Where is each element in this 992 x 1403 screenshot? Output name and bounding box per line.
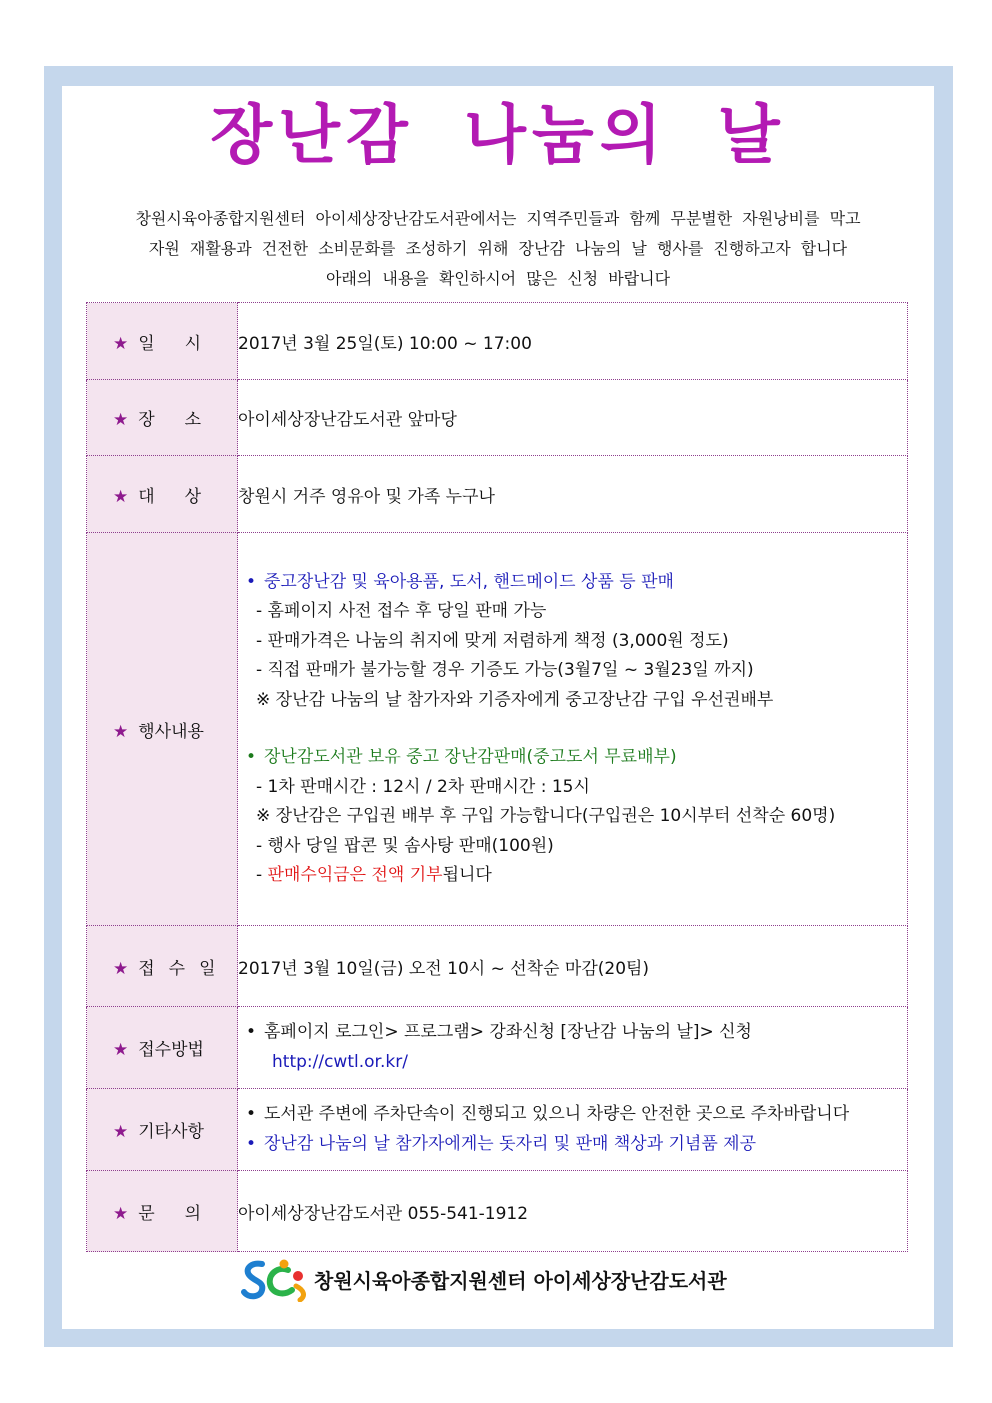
event-section-1-title: • 중고장난감 및 육아용품, 도서, 핸드메이드 상품 등 판매 [246,568,907,598]
row-header [87,1007,238,1089]
bullet-icon: • [246,571,257,592]
star-icon: ★ [113,721,129,742]
footer-org-name: 창원시육아종합지원센터 아이세상장난감도서관 [314,1268,727,1293]
star-icon: ★ [113,958,129,979]
row-value [238,533,908,926]
row-label: 접수방법 [138,1040,204,1060]
star-icon: ★ [113,486,129,507]
event-detail-line: - 직접 판매가 불가능할 경우 기증도 가능(3월7일 ~ 3월23일 까지) [256,660,754,680]
event-detail-line: - 1차 판매시간 : 12시 / 2차 판매시간 : 15시 [256,776,590,797]
row-value: 창원시 거주 영유아 및 가족 누구나 [238,456,908,533]
intro-line: 아래의 내용을 확인하시어 많은 신청 바랍니다 [325,269,671,288]
row-value: 2017년 3월 25일(토) 10:00 ~ 17:00 [238,303,908,380]
event-note-line: ※ 장난감 나눔의 날 참가자와 기증자에게 중고장난감 구입 우선권배부 [256,689,774,710]
star-icon: ★ [113,333,129,354]
star-icon: ★ [113,1203,129,1224]
row-etc [87,1089,908,1171]
star-icon: ★ [113,1122,129,1142]
row-label: 행사내용 [138,721,204,742]
parking-notice: • 도서관 주변에 주차단속이 진행되고 있으니 차량은 안전한 곳으로 주차바랍니다 [246,1100,907,1130]
row-target [87,456,908,533]
row-header [87,303,238,380]
event-detail-line: - 홈페이지 사전 접수 후 당일 판매 가능 [256,601,547,621]
row-value: 아이세상장난감도서관 055-541-1912 [238,1171,908,1252]
row-label: 기타사항 [138,1122,204,1142]
bullet-icon: • [246,1133,257,1154]
row-reception-date [87,926,908,1007]
row-event [87,533,908,926]
center-logo-icon [240,1256,310,1302]
row-header [87,380,238,456]
intro-paragraph [72,204,924,294]
row-date [87,303,908,380]
footer [240,1256,727,1302]
row-label: 장소 [138,410,232,430]
homepage-link[interactable]: http://cwtl.or.kr/ [272,1051,408,1072]
participant-gift-notice: • 장난감 나눔의 날 참가자에게는 돗자리 및 판매 책상과 기념품 제공 [246,1130,907,1160]
event-section-2-title: • 장난감도서관 보유 중고 장난감판매(중고도서 무료배부) [246,743,907,773]
row-label: 접수일 [138,958,230,979]
row-header [87,456,238,533]
donation-highlight: 판매수익금은 전액 기부 [267,865,443,885]
row-reception-method [87,1007,908,1089]
event-donation-line: - 판매수익금은 전액 기부됩니다 [256,865,492,885]
star-icon: ★ [113,410,129,430]
reception-method-line: • 홈페이지 로그인> 프로그램> 강좌신청 [장난감 나눔의 날]> 신청 [246,1018,907,1048]
row-value: 2017년 3월 10일(금) 오전 10시 ~ 선착순 마감(20팀) [238,926,908,1007]
row-value: 아이세상장난감도서관 앞마당 [238,380,908,456]
event-detail-line: - 행사 당일 팝콘 및 솜사탕 판매(100원) [256,835,554,856]
row-header [87,1089,238,1171]
row-value [238,1007,908,1089]
row-label: 일시 [138,333,232,354]
row-header [87,926,238,1007]
info-table [86,302,908,1252]
event-note-line: ※ 장난감은 구입권 배부 후 구입 가능합니다(구입권은 10시부터 선착순 60명) [256,806,836,826]
event-detail-line: - 판매가격은 나눔의 취지에 맞게 저렴하게 책정 (3,000원 정도) [256,630,729,651]
bullet-icon: • [246,747,257,767]
row-header [87,533,238,926]
row-value [238,1089,908,1171]
star-icon: ★ [113,1040,129,1060]
bullet-icon: • [246,1022,257,1042]
page-title: 장난감 나눔의 날 [210,99,786,173]
intro-line: 창원시육아종합지원센터 아이세상장난감도서관에서는 지역주민들과 함께 무분별한 자원낭비를 막고 [135,209,861,228]
row-label: 대상 [138,486,232,507]
row-header [87,1171,238,1252]
row-inquiry [87,1171,908,1252]
row-label: 문의 [138,1203,232,1224]
intro-line: 자원 재활용과 건전한 소비문화를 조성하기 위해 장난감 나눔의 날 행사를 진행하고자 합니다 [148,239,848,258]
row-place [87,380,908,456]
bullet-icon: • [246,1104,257,1124]
